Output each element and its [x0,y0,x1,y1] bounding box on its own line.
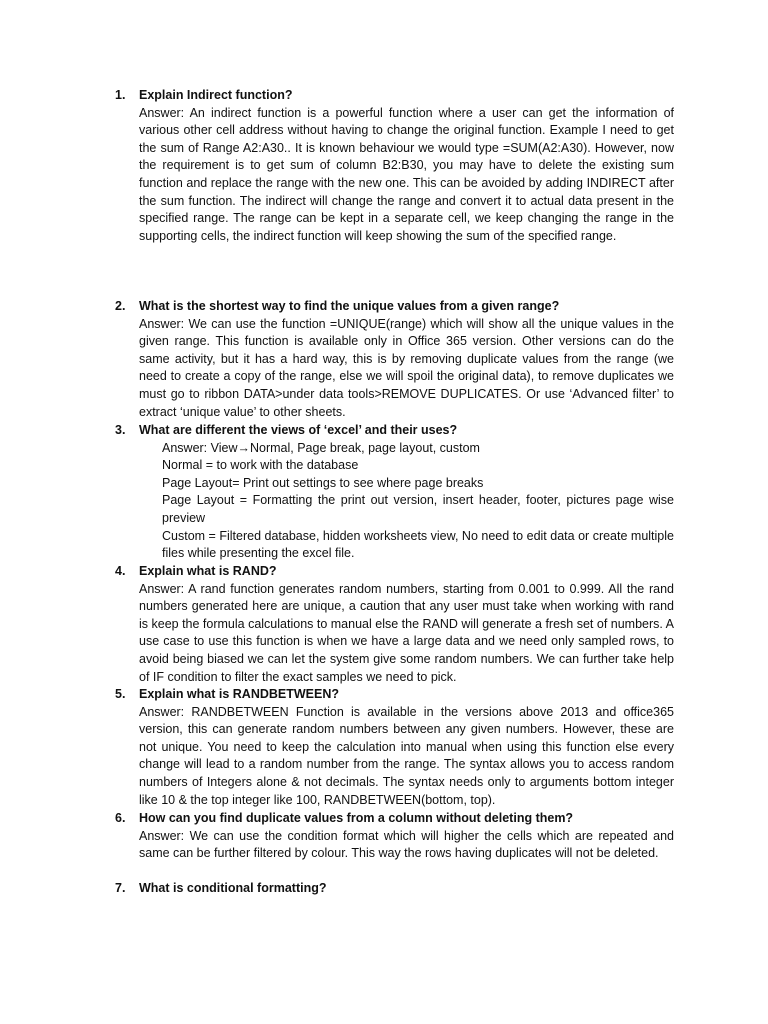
view-line: Normal = to work with the database [162,458,359,473]
question-title: Explain Indirect function? [139,88,293,102]
question-title: How can you find duplicate values from a column without deleting them? [139,811,574,825]
question-number: 2. [115,299,126,313]
view-line: Answer: View→Normal, Page break, page layout, custom [162,440,480,455]
answer-text: Answer: A rand function generates random numbers, starting from 0.001 to 0.999. All the rand numbers generated here are unique, a caution that any user must take when working with rand is keep the formula calculations to manual else the RAND will generate a fresh set of numbers. A use case to use this function is when we have a large data and we need only sampled rows, to avoid being biased we can let the system give some random numbers. We can further take help of IF condition to filter the exact samples we need to pick. [139,581,674,684]
question-number: 7. [115,881,126,895]
question-title: Explain what is RANDBETWEEN? [139,687,340,701]
answer-text: Answer: RANDBETWEEN Function is available in the versions above 2013 and office365 version, this can generate random numbers between any given numbers. However, these are not unique. You need to keep the calculation into manual when using this function else every change will lead to a random number from the range. The syntax allows you to access random numbers of Integers alone & not decimals. The syntax needs only to arguments bottom integer like 10 & the top integer like 100, RANDBETWEEN(bottom, top). [139,704,674,807]
question-number: 1. [115,88,126,102]
question-title: What is the shortest way to find the unique values from a given range? [139,299,560,313]
answer-text: Answer: We can use the condition format which will higher the cells which are repeated and same can be further filtered by colour. This way the rows having duplicates will not be deleted. [139,828,674,861]
question-title: What are different the views of ‘excel’ and their uses? [139,423,458,437]
question-number: 3. [115,423,126,437]
view-line: Page Layout= Print out settings to see where page breaks [162,475,484,490]
answer-text: Answer: We can use the function =UNIQUE(range) which will show all the unique values in the given range. This function is available only in Office 365 version. Other versions can do the same activity, but it has a hard way, this is by removing duplicate values from the range (we need to create a copy of the range, else we will spoil the original data), to remove duplicates we must go to ribbon DATA>under data tools>REMOVE DUPLICATES. Or use ‘Advanced filter’ to extract ‘unique value’ to other sheets. [139,316,674,419]
answer-text: Answer: An indirect function is a powerful function where a user can get the information of various other cell address without having to change the original function. Example I need to get the sum of Range A2:A30.. It is known behaviour we would type =SUM(A2:A30). However, now the requirement is to get sum of column B2:B30, you may have to delete the existing sum function and replace the range with the new one. This can be avoided by adding INDIRECT after the sum function. The indirect will change the range and convert it to actual data present in the specified range. The range can be kept in a separate cell, we keep changing the range in the supporting cells, the indirect function will keep showing the sum of the specified range. [139,105,674,243]
question-title: What is conditional formatting? [139,881,327,895]
view-line: Custom = Filtered database, hidden worksheets view, No need to edit data or create multiple files while presenting the excel file. [162,528,674,561]
question-number: 4. [115,564,126,578]
question-number: 5. [115,687,126,701]
question-title: Explain what is RAND? [139,564,277,578]
view-line: Page Layout = Formatting the print out version, insert header, footer, pictures page wise preview [162,493,674,525]
question-number: 6. [115,811,126,825]
